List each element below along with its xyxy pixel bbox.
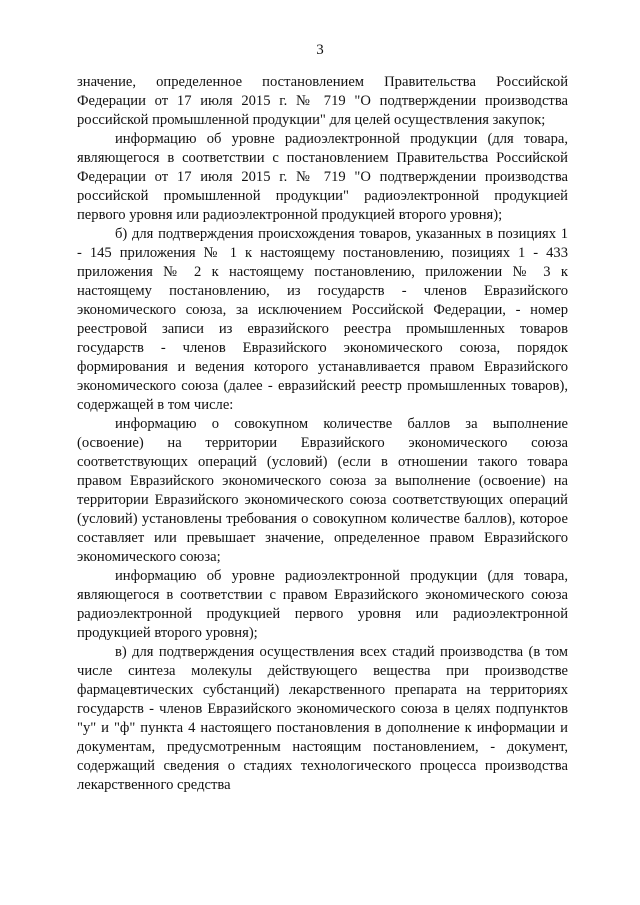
paragraph-3: б) для подтверждения происхождения товаров, указанных в позициях 1 - 145 приложения № 1 к настоящему постановлению, позициях 1 - 433 приложения № 2 к настоящему постановлению, приложении № 3 к настоящему постановлению, из государств - членов Евразийского экономического союза, за исключением Российской Федерации, - номер реестровой записи из евразийского реестра промышленных товаров государств - членов Евразийского экономического союза, порядок формирования и ведения которого устанавливается правом Евразийского экономического союза (далее - евразийский реестр промышленных товаров), содержащей в том числе:	[77, 226, 568, 413]
paragraph-4: информацию о совокупном количестве баллов за выполнение (освоение) на территории Евразийского экономического союза соответствующих операций (условий) (если в отношении такого товара правом Евразийского экономического союза за выполнение (освоение) на территории Евразийского экономического союза соответствующих операций (условий) установлены требования о совокупном количестве баллов), которое составляет или превышает значение, определенное правом Евразийского экономического союза;	[77, 416, 568, 565]
document-body	[77, 73, 568, 795]
paragraph-5: информацию об уровне радиоэлектронной продукции (для товара, являющегося в соответствии с правом Евразийского экономического союза радиоэлектронной продукцией первого уровня или радиоэлектронной продукцией второго уровня);	[77, 568, 568, 641]
page-number: 3	[316, 42, 324, 58]
paragraph-2: информацию об уровне радиоэлектронной продукции (для товара, являющегося в соответствии с постановлением Правительства Российской Федерации от 17 июля 2015 г. № 719 "О подтверждении производства российской промышленной продукции" радиоэлектронной продукцией первого уровня или радиоэлектронной продукцией второго уровня);	[77, 131, 568, 223]
paragraph-1: значение, определенное постановлением Правительства Российской Федерации от 17 июля 2015 г. № 719 "О подтверждении производства российской промышленной продукции" для целей осуществления закупок;	[77, 74, 568, 128]
paragraph-6: в) для подтверждения осуществления всех стадий производства (в том числе синтеза молекулы действующего вещества при производстве фармацевтических субстанций) лекарственного препарата на территориях государств - членов Евразийского экономического союза в целях подпунктов "у" и "ф" пункта 4 настоящего постановления в дополнение к информации и документам, предусмотренным настоящим постановлением, - документ, содержащий сведения о стадиях технологического процесса производства лекарственного средства	[77, 644, 568, 793]
